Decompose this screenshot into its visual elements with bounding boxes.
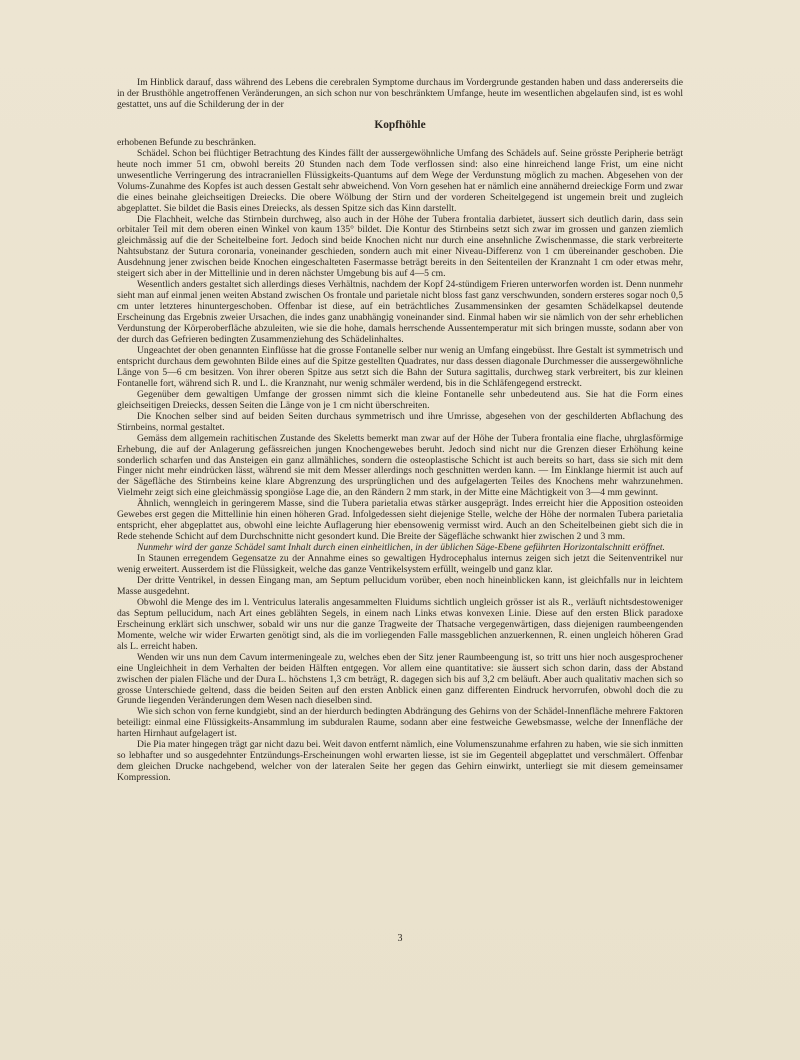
page-number: 3 — [397, 933, 403, 944]
paragraph: Gegenüber dem gewaltigen Umfange der grossen nimmt sich die kleine Fontanelle sehr unbedeutend aus. Sie hat die Form eines gleichseitigen Dreiecks, dessen Seiten die Länge von je 1 cm nicht überschreiten. — [117, 388, 683, 411]
paragraph: Der dritte Ventrikel, in dessen Eingang man, am Septum pellucidum vorüber, eben noch hineinblicken kann, ist gleichfalls nur in leichtem Masse ausgedehnt. — [117, 574, 683, 597]
paragraph: Gemäss dem allgemein rachitischen Zustande des Skeletts bemerkt man zwar auf der Höhe der Tubera frontalia eine flache, uhrglasförmige Erhebung, die auf der Anlagerung gefässreichen jungen Knochengewebes beruht. Jedoch sind nicht nur die Grenzen dieser Erhöhung keine sonderlich scharfen und das Ansteigen ein ganz allmähliches, sondern die osteoplastische Schicht ist auch bereits so hart, dass sie sich mit dem Finger nicht mehr eindrücken lässt, während sie mit dem Messer allerdings noch geschnitten werden kann. — Im Einklange hiermit ist auch auf der Sägefläche des Stirnbeins keine klare Abgrenzung des ursprünglichen und des aufgelagerten Teiles des Knochens mehr wahrzunehmen. Vielmehr zeigt sich eine gleichmässig spongiöse Lage die, an den Rändern 2 mm stark, in der Mitte eine Mächtigkeit von 3—4 mm gewinnt. — [117, 432, 683, 499]
paragraph: Obwohl die Menge des im l. Ventriculus lateralis angesammelten Fluidums sichtlich ungleich grösser ist als R., verläuft nichtsdestoweniger das Septum pellucidum, nach Art eines geblähten Segels, in einem nach Links etwas konvexen Linie. Diese auf den ersten Blick paradoxe Erscheinung erklärt sich unschwer, sobald wir uns nur die ganze Tragweite der Thatsache vergegenwärtigen, dass diejenigen raumbeengenden Momente, welche wir wider Erwarten genötigt sind, als die im vorliegenden Falle massgeblichen anzuerkennen, R. einen ungleich höheren Grad als L. erreicht haben. — [117, 596, 683, 652]
paragraph: Ungeachtet der oben genannten Einflüsse hat die grosse Fontanelle selber nur wenig an Umfang eingebüsst. Ihre Gestalt ist symmetrisch und entspricht durchaus dem gewohnten Bilde eines auf die Spitze gestellten Quadrates, nur dass dessen diagonale Durchmesser die aussergewöhnliche Länge von 5—6 cm besitzen. Von ihrer oberen Spitze aus setzt sich die Bahn der Sutura sagittalis, durchweg stark verbreitert, bis zur kleinen Fontanelle fort, während sich R. und L. die Kranznaht, nur wenig schmäler werdend, bis in die Schläfengegend erstreckt. — [117, 344, 683, 389]
body-text — [117, 78, 683, 784]
paragraph: Die Pia mater hingegen trägt gar nicht dazu bei. Weit davon entfernt nämlich, eine Volumenszunahme erfahren zu haben, wie sie sich inmitten so lebhafter und so ausgedehnter Entzündungs-Erscheinungen wohl erwarten liesse, ist sie im Gegenteil abgeplattet und verschmälert. Offenbar dem gleichen Drucke nachgebend, welcher von der lateralen Seite her gegen das Gehirn einwirkt, unterliegt sie mit diesem gemeinsamer Kompression. — [117, 739, 683, 784]
paragraph: Die Flachheit, welche das Stirnbein durchweg, also auch in der Höhe der Tubera frontalia darbietet, äussert sich deutlich darin, dass sein orbitaler Teil mit dem oberen einen Winkel von kaum 135° bildet. Die Kontur des Stirnbeins setzt sich zwar im grossen und ganzen ziemlich gleichmässig auf die der Scheitelbeine fort. Jedoch sind beide Knochen nicht nur durch eine ansehnliche Zwischenmasse, die stark verbreiterte Nahtsubstanz der Sutura coronaria, voneinander geschieden, sondern auch mit einer Niveau-Differenz von 1 cm übereinander geschoben. Die Ausdehnung jener zwischen beide Knochen eingeschalteten Fasermasse beträgt bereits in den Seitenteilen der Kranznaht 1 cm oder etwas mehr, steigert sich aber in der Mittellinie und in deren nächster Umgebung bis auf 4—5 cm. — [117, 213, 683, 280]
paragraph: Schädel. Schon bei flüchtiger Betrachtung des Kindes fällt der aussergewöhnliche Umfang des Schädels auf. Seine grösste Peripherie beträgt heute noch immer 51 cm, obwohl bereits 20 Stunden nach dem Tode verflossen sind: also eine hinreichend lange Frist, um eine nicht unwesentliche Verringerung des intracraniellen Flüssigkeits-Quantums auf dem Wege der Verdunstung möglich zu machen. Abgesehen von der Volums-Zunahme des Kopfes ist auch dessen Gestalt sehr abweichend. Von Vorn gesehen hat er nämlich eine annähernd dreieckige Form und zwar die eines beinahe gleichseitigen Dreiecks. Die obere Wölbung der Stirn und der vorderen Scheitelgegend ist ungemein breit und zugleich abgeplattet. Sie bildet die Basis eines Dreiecks, als dessen Spitze sich das Kinn darstellt. — [117, 147, 683, 214]
paragraph: Ähnlich, wenngleich in geringerem Masse, sind die Tubera parietalia etwas stärker ausgeprägt. Indes erreicht hier die Apposition osteoiden Gewebes erst gegen die Mittellinie hin einen höheren Grad. Infolgedessen sieht diejenige Stelle, welche der Höhe der normalen Tubera parietalia entspricht, eher abgeplattet aus, obwohl eine leichte Auflagerung hier ebensowenig vermisst wird. Auch an den Scheitelbeinen giebt sich die in Rede stehende Schicht auf dem Durchschnitte nicht gesondert kund. Die Breite der Sägefläche schwankt hier zwischen 2 und 3 mm. — [117, 498, 683, 543]
section-heading: Kopfhöhle — [374, 118, 426, 131]
paragraph: Die Knochen selber sind auf beiden Seiten durchaus symmetrisch und ihre Umrisse, abgesehen von der geschilderten Abflachung des Stirnbeins, normal gestaltet. — [117, 410, 683, 433]
paragraph-italic: Nunmehr wird der ganze Schädel samt Inhalt durch einen einheitlichen, in der üblichen Säge-Ebene geführten Horizontalschnitt eröffnet. — [137, 542, 665, 554]
paragraph-continuation: erhobenen Befunde zu beschränken. — [117, 136, 257, 148]
paragraph: Wenden wir uns nun dem Cavum intermeningeale zu, welches eben der Sitz jener Raumbeengung ist, so tritt uns hier noch ausgesprochener eine Ungleichheit in dem Verhalten der beiden Hälften entgegen. Vor allem eine quantitative: sie äussert sich schon darin, dass der Abstand zwischen der pialen Fläche und der Dura L. höchstens 1,3 cm beträgt, R. dagegen sich bis auf 3,2 cm beläuft. Aber auch qualitativ machen sich so grosse Unterschiede geltend, dass die beiden Seiten auf den ersten Anblick einen ganz differenten Eindruck hervorrufen, obwohl doch die zu Grunde liegenden Veränderungen dem Wesen nach dieselben sind. — [117, 651, 683, 707]
paragraph-intro: Im Hinblick darauf, dass während des Lebens die cerebralen Symptome durchaus im Vordergrunde gestanden haben und dass andererseits die in der Brusthöhle angetroffenen Veränderungen, an sich schon nur von beschränktem Umfange, heute im wesentlichen abgelaufen sind, ist es wohl gestattet, uns auf die Schilderung der in der — [117, 77, 683, 110]
paragraph: Wie sich schon von ferne kundgiebt, sind an der hierdurch bedingten Abdrängung des Gehirns von der Schädel-Innenfläche mehrere Faktoren beteiligt: einmal eine Flüssigkeits-Ansammlung im subduralen Raume, sodann aber eine festweiche Gewebsmasse, welche der Innenfläche der harten Hirnhaut aufgelagert ist. — [117, 706, 683, 740]
paragraph: Wesentlich anders gestaltet sich allerdings dieses Verhältnis, nachdem der Kopf 24-stündigem Frieren unterworfen worden ist. Denn nunmehr sieht man auf einmal jenen weiten Abstand zwischen Os frontale und parietale nicht bloss fast ganz verschwunden, sondern ersteres sogar noch 0,5 cm unter letzteres hinuntergeschoben. Offenbar ist diese, auf ein beträchtliches Zusammensinken der gesamten Schädelkapsel deutende Erscheinung das Ergebnis zweier Ursachen, die indes ganz unabhängig voneinander sind. Einmal haben wir sie nämlich von der sehr erheblichen Verdunstung der Körperoberfläche abzuleiten, wie sie die hohe, damals herrschende Aussentemperatur mit sich bringen musste, sodann aber von der durch das Gefrieren bedingten Zusammenziehung des Schädelinhaltes. — [117, 279, 683, 346]
paragraph: In Staunen erregendem Gegensatze zu der Annahme eines so gewaltigen Hydrocephalus internus zeigen sich jetzt die Seitenventrikel nur wenig erweitert. Ausserdem ist die Flüssigkeit, welche das ganze Ventrikelsystem erfüllt, weingelb und ganz klar. — [117, 553, 683, 576]
